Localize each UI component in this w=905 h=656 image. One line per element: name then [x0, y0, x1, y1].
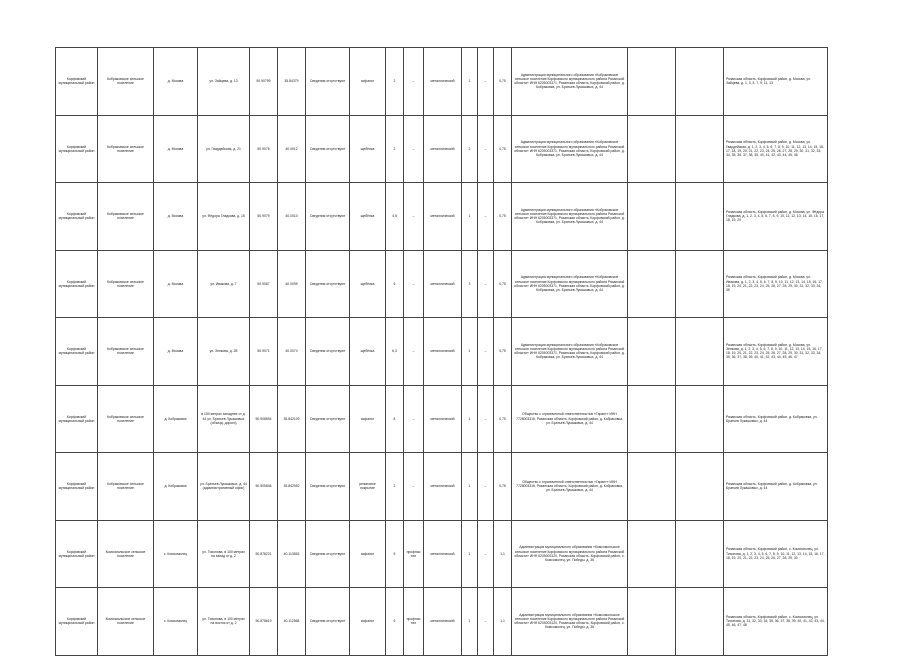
table-cell: ул. Тихонова, в 100 метрах на запад от д. 2 [198, 520, 250, 588]
table-cell: 50.9079 [250, 183, 278, 251]
table-cell: 0,75 [494, 115, 512, 183]
table-cell: Администрация муниципального образования «Комсомольское сельское поселение Корфовского муниципального района Рязанской области» ИНН 6205003120, Рязанская область, Корфовский район, с. Комсомолец, ул. Победы, д. 36 [512, 520, 628, 588]
table-cell: 4,5 [386, 183, 404, 251]
table-cell: 2 [386, 48, 404, 116]
table-cell: д. Москва [154, 318, 198, 386]
table-cell: Кобраковское сельское поселение [98, 115, 154, 183]
table-cell: Кобраковское сельское поселение [98, 453, 154, 521]
table-cell: Сведения отсутствуют [306, 385, 350, 453]
table-cell: Сведения отсутствуют [306, 115, 350, 183]
table-cell: 50.878221 [250, 520, 278, 588]
table-cell: асфальт [350, 588, 386, 656]
table-row [56, 115, 828, 183]
table-cell: Рязанская область, Корфовский район, с. Комсомолец, ул. Тихонова, д. 31, 32, 33, 34, 35, 36, 37, 38, 39, 40, 41, 42, 43, 44, 45, 46, 47, 48 [724, 588, 828, 656]
table-cell: 50.9076 [250, 115, 278, 183]
table-cell: асфальт [350, 520, 386, 588]
table-cell: – [478, 453, 494, 521]
registry-table [55, 47, 828, 656]
table-cell: 1 [462, 183, 478, 251]
table-cell: Корфовский муниципальный район [56, 453, 98, 521]
table-cell: Сведения отсутствуют [306, 250, 350, 318]
table-cell: 1,1 [494, 520, 512, 588]
table-cell: металлический [424, 48, 462, 116]
table-row [56, 48, 828, 116]
table-cell: Сведения отсутствуют [306, 588, 350, 656]
table-cell: Корфовский муниципальный район [56, 385, 98, 453]
table-cell: 35.842952 [278, 453, 306, 521]
table-cell: 40.0010 [278, 183, 306, 251]
table-cell: – [478, 385, 494, 453]
table-cell [676, 453, 724, 521]
table-cell: Корфовский муниципальный район [56, 588, 98, 656]
table-cell [676, 250, 724, 318]
table-cell: 8 [386, 385, 404, 453]
table-cell [628, 520, 676, 588]
table-cell: 2 [386, 115, 404, 183]
table-cell: 35.842109 [278, 385, 306, 453]
table-cell: ул. Зенкова, д. 28 [198, 318, 250, 386]
table-cell [628, 48, 676, 116]
table-row [56, 318, 828, 386]
table-cell: 2 [462, 115, 478, 183]
table-cell: Комсомольское сельское поселение [98, 588, 154, 656]
table-cell: щебёнка [350, 183, 386, 251]
table-cell: Кобраковское сельское поселение [98, 250, 154, 318]
table-cell: – [404, 385, 424, 453]
table-cell [676, 520, 724, 588]
table-cell: металлический [424, 183, 462, 251]
table-cell [628, 250, 676, 318]
table-cell [676, 385, 724, 453]
table-cell: – [478, 250, 494, 318]
table-cell: 1 [462, 318, 478, 386]
table-cell: с. Комсомолец [154, 588, 198, 656]
table-cell: 0,75 [494, 48, 512, 116]
table-row [56, 385, 828, 453]
table-cell: металлический [424, 250, 462, 318]
table-cell [676, 588, 724, 656]
table-cell [628, 318, 676, 386]
table-cell: – [404, 48, 424, 116]
table-row [56, 183, 828, 251]
table-cell [676, 115, 724, 183]
table-cell [628, 183, 676, 251]
table-cell: – [478, 318, 494, 386]
table-cell: д. Москва [154, 250, 198, 318]
table-cell: Корфовский муниципальный район [56, 318, 98, 386]
table-cell [628, 588, 676, 656]
table-cell: 40.113845 [278, 520, 306, 588]
table-cell: Администрация муниципального образования «Комсомольское сельское поселение Корфовского муниципального района Рязанской области» ИНН 6205003120, Рязанская область, Корфовский район, с. Комсомолец, ул. Победы, д. 36 [512, 588, 628, 656]
table-cell [628, 453, 676, 521]
table-cell: металлический [424, 318, 462, 386]
table-cell: 6,3 [386, 318, 404, 386]
table-cell: 6 [386, 588, 404, 656]
table-cell: Рязанская область, Корфовский район, д. Кобраковка, ул. Братьев Лукашовых, д. 44 [724, 385, 828, 453]
table-cell: ул. Гвардейская, д. 21 [198, 115, 250, 183]
table-cell: 1 [462, 453, 478, 521]
table-cell: 0,75 [494, 183, 512, 251]
table-cell [628, 115, 676, 183]
table-cell: 0,75 [494, 318, 512, 386]
table-cell: Сведения отсутствуют [306, 453, 350, 521]
table-cell: 0,75 [494, 385, 512, 453]
table-cell: 1 [462, 520, 478, 588]
table-cell: 50.9067 [250, 250, 278, 318]
table-cell [676, 318, 724, 386]
table-row [56, 250, 828, 318]
table-cell: Сведения отсутствуют [306, 183, 350, 251]
table-cell: Рязанская область, Корфовский район, с. Комсомолец, ул. Тихонова, д. 1, 2, 3, 4, 5, 6, 7, 8, 9, 10, 11, 12, 13, 14, 15, 16, 17, 18, 19, 20, 21, 22, 23, 24, 25, 26, 27, 28, 29, 30 [724, 520, 828, 588]
table-cell: д. Москва [154, 183, 198, 251]
table-cell: д. Москва [154, 48, 198, 116]
table-cell: щебёнка [350, 250, 386, 318]
table-cell: Рязанская область, Корфовский район, д. Москва, ул. Фёдора Гладкова, д. 1, 2, 3, 4, 5, 6, 7, 8, 9, 10, 11, 12, 13, 14, 15, 16, 17, 18, 19, 20 [724, 183, 828, 251]
table-cell: Кобраковское сельское поселение [98, 385, 154, 453]
table-cell: 40.0099 [278, 250, 306, 318]
table-cell: – [478, 48, 494, 116]
table-cell [628, 385, 676, 453]
table-cell: 0,75 [494, 453, 512, 521]
table-cell: Администрация муниципального образования «Кобраковское сельское поселение Корфовского муниципального района Рязанской области» ИНН 6205003371, Рязанская область, Корфовский район, д. Кобраковка, ул. Братьев Лукашовых, д. 44 [512, 318, 628, 386]
table-cell [676, 183, 724, 251]
table-cell: 3 [462, 250, 478, 318]
table-cell: Общество с ограниченной ответственностью «Гарант» ИНН 7728003316, Рязанская область, Корфовский район, д. Кобраковка, ул. Братьев Лукашовых, д. 44 [512, 385, 628, 453]
table-cell: 50.908694 [250, 385, 278, 453]
table-cell: 50.905846 [250, 453, 278, 521]
table-cell [676, 48, 724, 116]
table-cell: ул. Зайцева, д. 13 [198, 48, 250, 116]
table-cell: 50.878619 [250, 588, 278, 656]
table-cell: 35.84379 [278, 48, 306, 116]
table-cell: Администрация муниципального образования «Кобраковское сельское поселение Корфовского муниципального района Рязанской области» ИНН 6205003371, Рязанская область, Корфовский район, д. Кобраковка, ул. Братьев Лукашовых, д. 44 [512, 183, 628, 251]
table-cell: – [404, 115, 424, 183]
table-cell: Рязанская область, Корфовский район, д. Москва, ул. Зенкова, д. 1, 2, 3, 4, 5, 6, 7, 8, 9, 10, 11, 12, 13, 14, 15, 16, 17, 18, 19, 20, 21, 22, 23, 24, 25, 26, 27, 28, 29, 30, 31, 32, 33, 34, 35, 36, 37, 38, 39, 40, 41, 42, 43, 44, 45, 46, 47 [724, 318, 828, 386]
table-cell: – [404, 183, 424, 251]
table-cell: резиновое покрытие [350, 453, 386, 521]
table-cell: – [404, 318, 424, 386]
table-cell: ул. Братьев Лукашовых, д. 44 (административный офис) [198, 453, 250, 521]
table-cell: Корфовский муниципальный район [56, 115, 98, 183]
table-cell: Рязанская область, Корфовский район, д. Москва, ул. Ивакова, д. 1, 2, 3, 4, 5, 6, 7, 8, 9, 10, 11, 12, 13, 14, 15, 16, 17, 18, 19, 20, 21, 22, 23, 24, 25, 26, 27, 28, 29, 30, 31, 32, 33, 34, 35 [724, 250, 828, 318]
table-cell: 5 [386, 520, 404, 588]
table-cell: д. Кобраковка [154, 453, 198, 521]
table-cell: – [478, 115, 494, 183]
table-cell: 1 [462, 588, 478, 656]
table-cell: 50.9071 [250, 318, 278, 386]
table-row [56, 588, 828, 656]
table-cell: Сведения отсутствуют [306, 520, 350, 588]
table-cell: с. Комсомолец [154, 520, 198, 588]
table-cell: 1 [462, 48, 478, 116]
table-cell: – [478, 183, 494, 251]
table-cell: Корфовский муниципальный район [56, 250, 98, 318]
table-cell: – [478, 520, 494, 588]
table-cell: металлический [424, 520, 462, 588]
table-cell: д. Кобраковка [154, 385, 198, 453]
table-cell: Кобраковское сельское поселение [98, 48, 154, 116]
table-cell: асфальт [350, 48, 386, 116]
table-cell: Корфовский муниципальный район [56, 183, 98, 251]
table-cell: асфальт [350, 385, 386, 453]
table-cell: 40.112568 [278, 588, 306, 656]
table-cell: Рязанская область, Корфовский район, д. Москва, ул. Гвардейская, д. 1, 2, 3, 4, 5, 6, 7, 8, 9, 10, 11, 12, 13, 14, 15, 16, 17, 18, 19, 20, 21, 22, 23, 24, 25, 26, 27, 28, 29, 30, 31, 32, 33, 34, 35, 36, 37, 38, 39, 40, 41, 42, 43, 44, 45, 46 [724, 115, 828, 183]
table-cell: Кобраковское сельское поселение [98, 318, 154, 386]
table-cell: – [404, 250, 424, 318]
table-cell: щебёнка [350, 318, 386, 386]
table-cell: Администрация муниципального образования «Кобраковское сельское поселение Корфовского муниципального района Рязанской области» ИНН 6205003371, Рязанская область, Корфовский район, д. Кобраковка, ул. Братьев Лукашовых, д. 44 [512, 250, 628, 318]
table-cell: Рязанская область, Корфовский район, д. Кобраковка, ул. Братьев Лукашовых, д. 44 [724, 453, 828, 521]
table-cell: в 150 метрах западнее от д. 44 ул. Братьев Лукашовых (объезд. дороги) [198, 385, 250, 453]
table-cell: металлический [424, 453, 462, 521]
table-cell: – [404, 453, 424, 521]
table-cell: металлический [424, 115, 462, 183]
table-cell: ул. Тихонова, в 100 метрах на восток от д. 2 [198, 588, 250, 656]
table-cell: Корфовский муниципальный район [56, 48, 98, 116]
table-cell: 1,1 [494, 588, 512, 656]
table-cell: профнастил [404, 588, 424, 656]
table-cell: Корфовский муниципальный район [56, 520, 98, 588]
table-cell: Администрация муниципального образования «Кобраковское сельское поселение Корфовского муниципального района Рязанской области» ИНН 6205003371, Рязанская область, Корфовский район, д. Кобраковка, ул. Братьев Лукашовых, д. 44 [512, 115, 628, 183]
table-cell: Рязанская область, Корфовский район, д. Москва, ул. Зайцева, д. 1, 3, 5, 7, 9, 11, 13 [724, 48, 828, 116]
table-cell: Общество с ограниченной ответственностью «Гарант» ИНН 7728003316, Рязанская область, Корфовский район, д. Кобраковка, ул. Братьев Лукашовых, д. 44 [512, 453, 628, 521]
table-cell: ул. Ивакова, д. 7 [198, 250, 250, 318]
table-cell: щебёнка [350, 115, 386, 183]
table-cell: Кобраковское сельское поселение [98, 183, 154, 251]
table-cell: 6 [386, 250, 404, 318]
table-cell: 40.0074 [278, 318, 306, 386]
table-cell: Сведения отсутствуют [306, 48, 350, 116]
table-cell: д. Москва [154, 115, 198, 183]
table-cell: металлический [424, 588, 462, 656]
table-cell: Комсомольское сельское поселение [98, 520, 154, 588]
table-cell: 50.90799 [250, 48, 278, 116]
table-cell: 0,75 [494, 250, 512, 318]
table-cell: металлический [424, 385, 462, 453]
table-cell: Сведения отсутствуют [306, 318, 350, 386]
table-row [56, 520, 828, 588]
table-cell: 1 [462, 385, 478, 453]
table-cell: 40.0012 [278, 115, 306, 183]
table-cell: ул. Фёдора Гладкова, д. 15 [198, 183, 250, 251]
table-cell: 2 [386, 453, 404, 521]
table-cell: – [478, 588, 494, 656]
table-cell: профнастил [404, 520, 424, 588]
table-cell: Администрация муниципального образования «Кобраковское сельское поселение Корфовского муниципального района Рязанской области» ИНН 6205003371, Рязанская область, Корфовский район, д. Кобраковка, ул. Братьев Лукашовых, д. 44 [512, 48, 628, 116]
table-row [56, 453, 828, 521]
